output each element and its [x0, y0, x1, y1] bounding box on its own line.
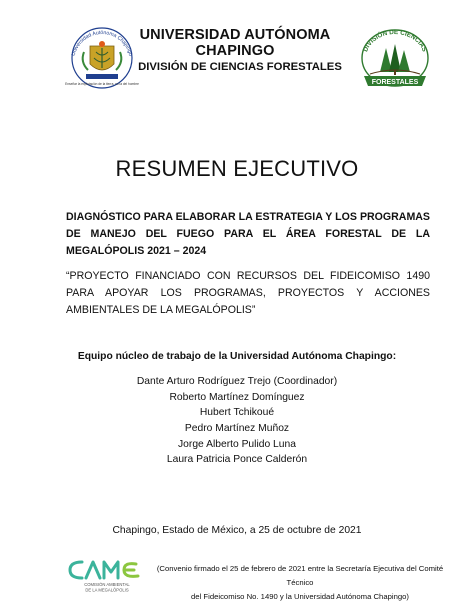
svg-text:COMISIÓN AMBIENTAL: COMISIÓN AMBIENTAL [84, 582, 130, 587]
team-member: Laura Patricia Ponce Calderón [166, 454, 308, 466]
came-logo-icon [66, 556, 148, 594]
division-name: DIVISIÓN DE CIENCIAS FORESTALES [138, 61, 342, 73]
team-members-list [0, 374, 474, 468]
team-member: Hubert Tchikoué [199, 407, 275, 419]
team-member: Dante Arturo Rodríguez Trejo (Coordinador) [136, 376, 338, 387]
team-heading: Equipo núcleo de trabajo de la Universidad Autónoma Chapingo: [77, 351, 397, 362]
svg-text:DIVISIÓN DE CIENCIAS: DIVISIÓN DE CIENCIAS [362, 28, 428, 53]
svg-text:Enseñar la explotación de la t: Enseñar la explotación de la tierra, no la del hombre [65, 82, 139, 86]
svg-text:Universidad Autónoma Chapingo: Universidad Autónoma Chapingo [70, 29, 134, 57]
forestales-emblem-icon [358, 26, 432, 90]
agreement-line: del Fideicomiso No. 1490 y la Universidad Autónoma Chapingo) [191, 592, 409, 601]
funding-statement: “PROYECTO FINANCIADO CON RECURSOS DEL FIDEICOMISO 1490 PARA APOYAR LOS PROGRAMAS, PROYECTOS Y ACCIONES AMBIENTALES DE LA MEGALÓPOLIS” [66, 270, 430, 316]
team-member: Pedro Martínez Muñoz [184, 423, 290, 435]
came-logo [66, 556, 148, 594]
university-name: UNIVERSIDAD AUTÓNOMA CHAPINGO [139, 27, 331, 59]
forestales-logo [358, 26, 432, 90]
agreement-line: (Convenio firmado el 25 de febrero de 2021 entre la Secretaría Ejecutiva del Comité Técnico [156, 564, 444, 587]
agreement-note [150, 562, 450, 604]
document-title: RESUMEN EJECUTIVO [115, 156, 359, 181]
svg-text:FORESTALES: FORESTALES [371, 79, 419, 86]
team-member: Roberto Martínez Domínguez [169, 391, 305, 403]
project-subject: DIAGNÓSTICO PARA ELABORAR LA ESTRATEGIA Y LOS PROGRAMAS DE MANEJO DEL FUEGO PARA EL ÁREA FORESTAL DE LA MEGALÓPOLIS 2021 – 2024 [66, 211, 430, 257]
svg-text:DE LA MEGALÓPOLIS: DE LA MEGALÓPOLIS [85, 587, 129, 593]
place-and-date: Chapingo, Estado de México, a 25 de octubre de 2021 [112, 525, 362, 536]
team-member: Jorge Alberto Pulido Luna [178, 438, 296, 450]
